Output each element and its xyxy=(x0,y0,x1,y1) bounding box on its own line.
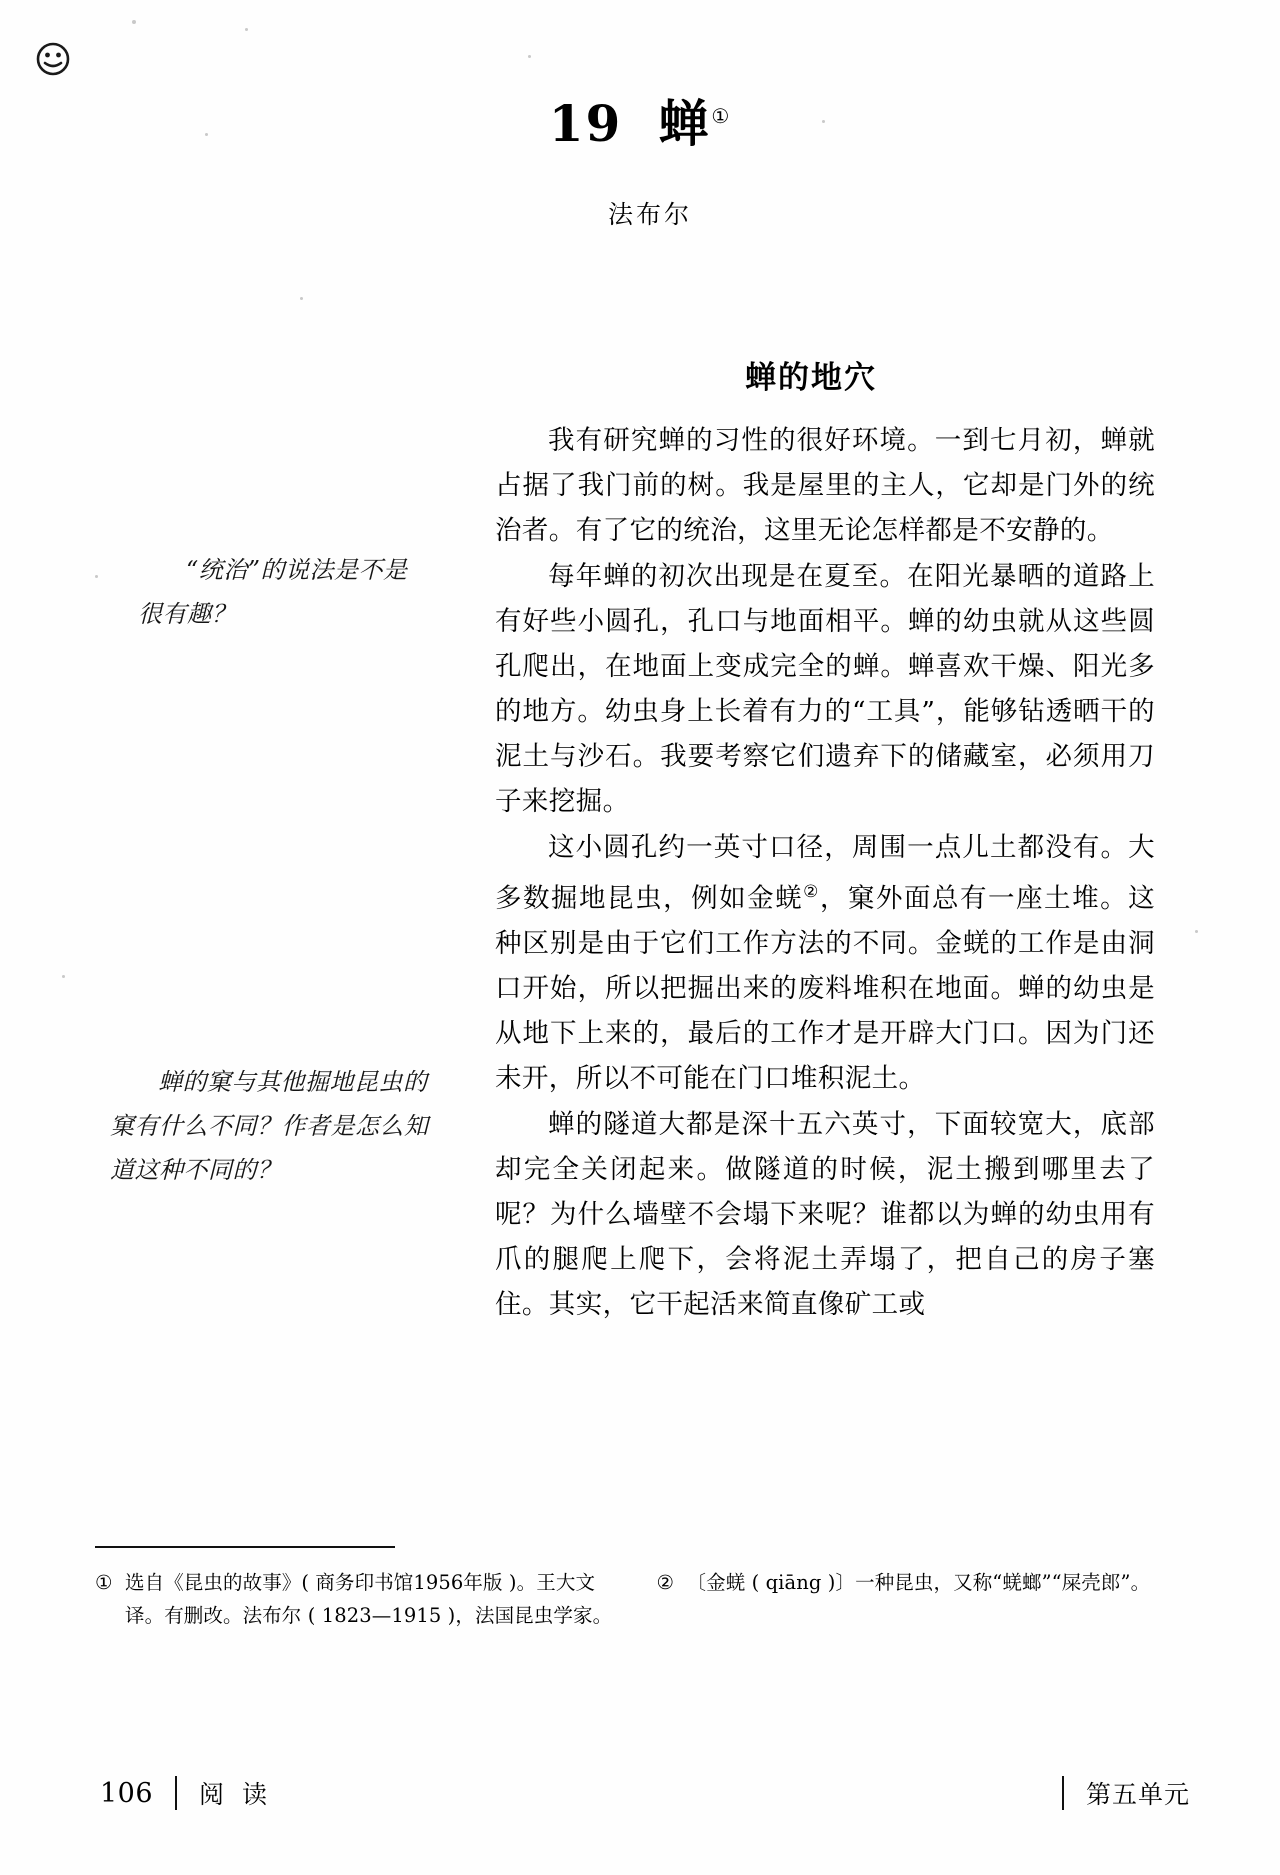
footnote-marker: ② xyxy=(656,1571,675,1594)
body-text-column xyxy=(495,418,1155,1328)
body-paragraph: 我有研究蝉的习性的很好环境。一到七月初，蝉就占据了我门前的树。我是屋里的主人，它却是门外的统治者。有了它的统治，这里无论怎样都是不安静的。 xyxy=(495,425,1155,546)
lesson-title-text: 蝉 xyxy=(658,94,711,153)
footnote-divider xyxy=(95,1546,395,1548)
author-name: 法布尔 xyxy=(607,200,692,229)
scan-speckle xyxy=(300,297,303,300)
paragraph-text-after-ref: ，窠外面总有一座土堆。这种区别是由于它们工作方法的不同。金蜣的工作是由洞口开始，所以把掘出来的废料堆积在地面。蝉的幼虫是从地下上来的，最后的工作才是开辟大门口。因为门还未开，所以不可能在门口堆积泥土。 xyxy=(495,882,1156,1094)
page-title xyxy=(0,96,1280,231)
margin-note-2: 蝉的窠与其他掘地昆虫的窠有什么不同？作者是怎么知道这种不同的？ xyxy=(110,1068,429,1184)
lesson-title-line xyxy=(549,96,732,151)
scan-speckle xyxy=(132,20,136,24)
body-paragraph-with-footnote-ref xyxy=(495,825,1155,1101)
scan-speckle xyxy=(528,55,531,58)
page-number: 106 xyxy=(100,1777,154,1809)
margin-note-1: “统治”的说法是不是很有趣？ xyxy=(138,556,408,628)
footnote-text: 〔金蜣 ( qiāng )〕一种昆虫，又称“蜣螂”“屎壳郎”。 xyxy=(686,1571,1151,1594)
footnote-marker: ① xyxy=(95,1571,113,1594)
lesson-number: 19 xyxy=(548,94,623,153)
scan-speckle xyxy=(95,575,98,578)
inline-footnote-ref: ② xyxy=(803,882,820,902)
scan-speckle xyxy=(245,28,248,31)
footer-unit-label: 第五单元 xyxy=(1085,1780,1190,1809)
body-paragraph: 每年蝉的初次出现是在夏至。在阳光暴晒的道路上有好些小圆孔，孔口与地面相平。蝉的幼虫就从这些圆孔爬出，在地面上变成完全的蝉。蝉喜欢干燥、阳光多的地方。幼虫身上长着有力的“工具”，能够钻透晒干的泥土与沙石。我要考察它们遗弃下的储藏室，必须用刀子来挖掘。 xyxy=(495,561,1155,817)
smiley-face-icon xyxy=(36,42,70,76)
footnote-area xyxy=(95,1566,1190,1632)
page-footer xyxy=(100,1775,1190,1811)
footnote-item xyxy=(95,1566,629,1632)
section-heading: 蝉的地穴 xyxy=(745,360,877,396)
footer-section-label: 阅 读 xyxy=(199,1780,272,1809)
body-paragraph: 蝉的隧道大都是深十五六英寸，下面较宽大，底部却完全关闭起来。做隧道的时候，泥土搬到哪里去了呢？为什么墙壁不会塌下来呢？谁都以为蝉的幼虫用有爪的腿爬上爬下，会将泥土弄塌了，把自己的房子塞住。其实，它干起活来简直像矿工或 xyxy=(495,1108,1155,1320)
title-footnote-ref: ① xyxy=(711,104,732,129)
paragraph-text-before-ref: 这小圆孔约一英寸口径，周围一点儿土都没有。大多数掘地昆虫，例如金蜣 xyxy=(495,832,1155,914)
footnote-text: 选自《昆虫的故事》( 商务印书馆1956年版 )。王大文译。有删改。法布尔 ( 1823—1915 )，法国昆虫学家。 xyxy=(125,1571,613,1627)
scan-speckle xyxy=(62,975,65,978)
footer-divider xyxy=(175,1776,177,1810)
footnote-item xyxy=(657,1566,1191,1632)
footer-divider xyxy=(1062,1776,1064,1810)
scan-speckle xyxy=(1195,930,1198,933)
